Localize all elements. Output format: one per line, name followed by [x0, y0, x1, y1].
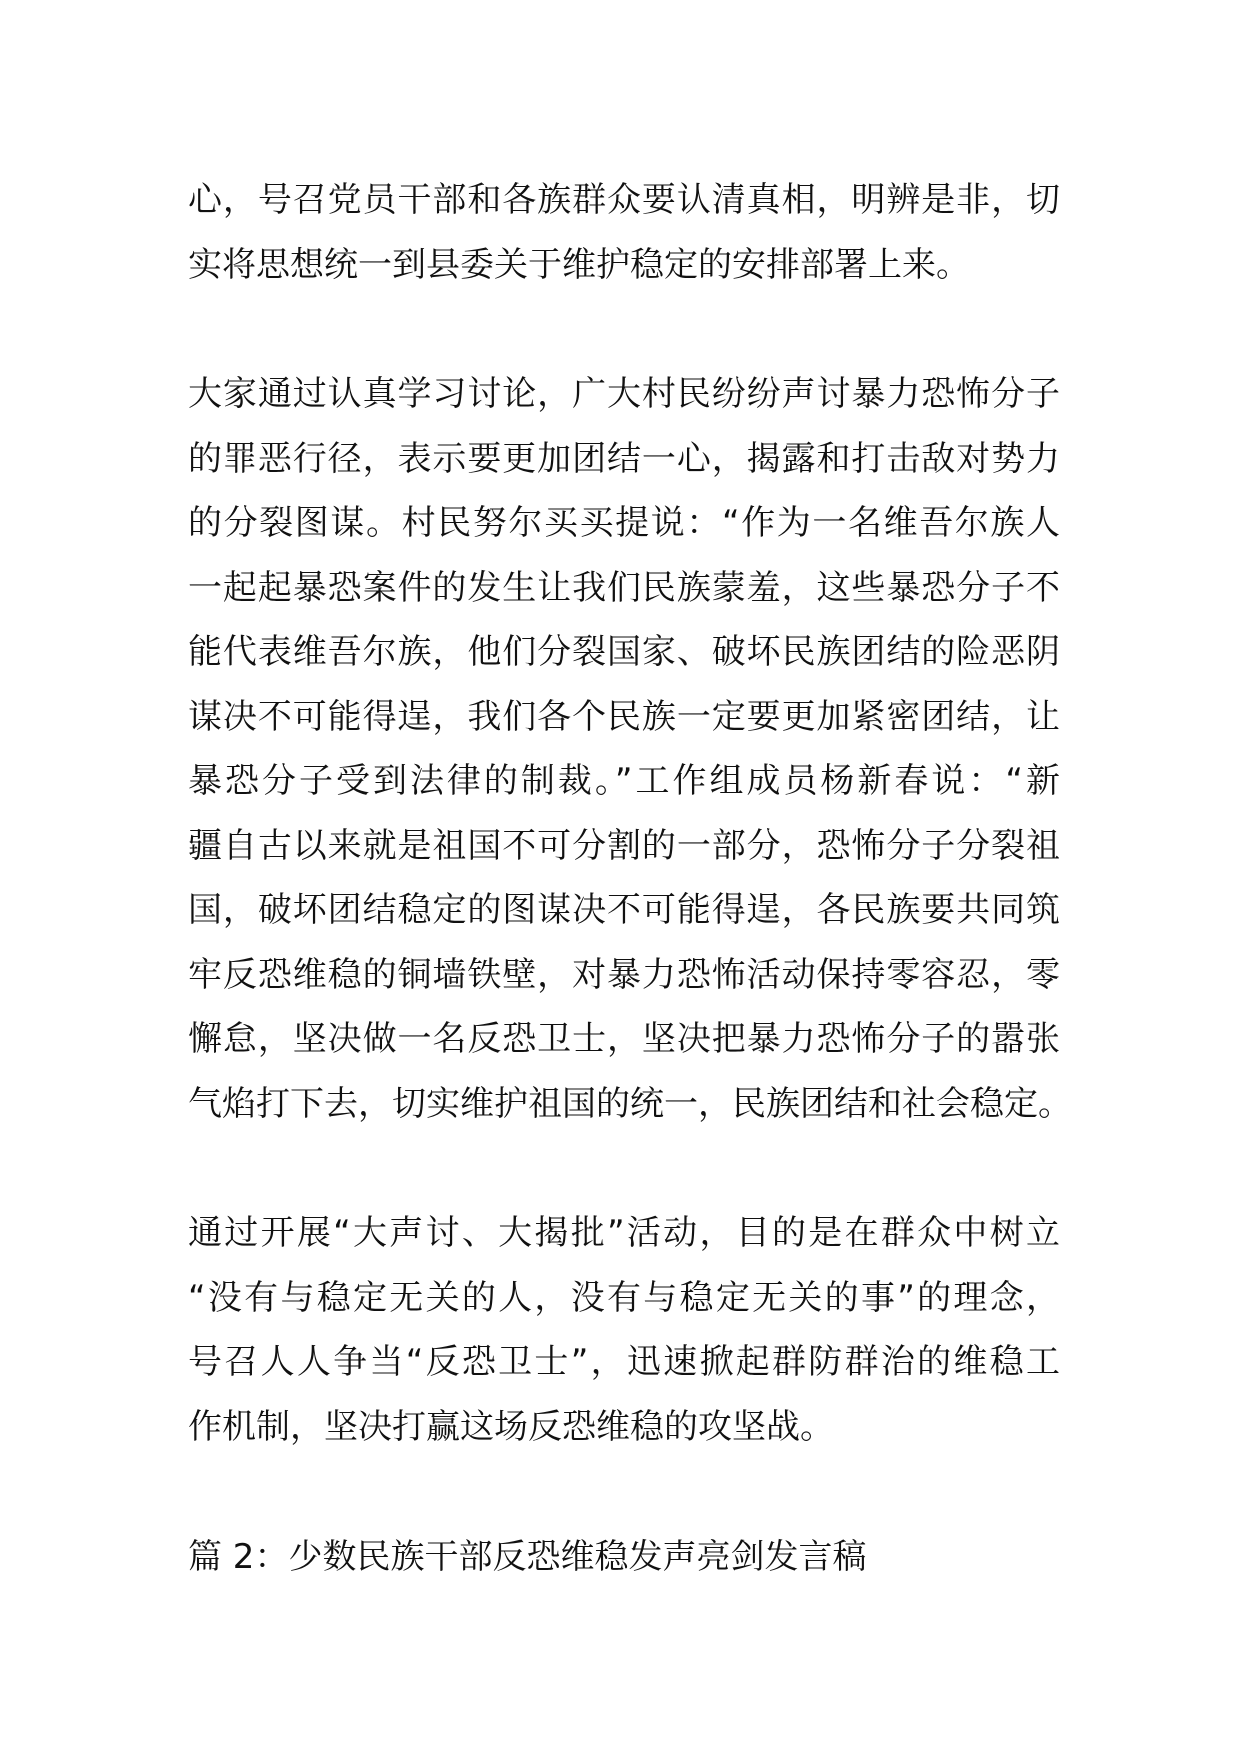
paragraph-spacer [188, 1136, 1060, 1201]
text-line: 谋决不可能得逞，我们各个民族一定要更加紧密团结，让 [188, 696, 1060, 737]
text-line: 作机制，坚决打赢这场反恐维稳的攻坚战。 [188, 1406, 834, 1447]
text-line: 实将思想统一到县委关于维护稳定的安排部署上来。 [188, 244, 970, 285]
text-line: 能代表维吾尔族，他们分裂国家、破坏民族团结的险恶阴 [188, 632, 1060, 672]
text-line: 心，号召党员干部和各族群众要认清真相，明辨是非，切 [188, 180, 1060, 220]
text-line: 气焰打下去，切实维护祖国的统一，民族团结和社会稳定。 [188, 1083, 1072, 1124]
section-heading-text: 篇 2：少数民族干部反恐维稳发声亮剑发言稿 [188, 1537, 867, 1577]
section-heading [188, 1525, 1060, 1590]
text-line: 号召人人争当“反恐卫士”，迅速掀起群防群治的维稳工 [188, 1342, 1060, 1382]
paragraph-spacer [188, 297, 1060, 362]
text-line: 国，破坏团结稳定的图谋决不可能得逞，各民族要共同筑 [188, 890, 1060, 930]
text-line: 牢反恐维稳的铜墙铁壁，对暴力恐怖活动保持零容忍，零 [188, 954, 1060, 995]
text-line: 的分裂图谋。村民努尔买买提说：“作为一名维吾尔族人 [188, 503, 1060, 543]
paragraph-2 [188, 362, 1072, 1136]
text-line: 大家通过认真学习讨论，广大村民纷纷声讨暴力恐怖分子 [188, 374, 1060, 414]
text-line: 懈怠，坚决做一名反恐卫士，坚决把暴力恐怖分子的嚣张 [188, 1019, 1060, 1059]
text-line: 通过开展“大声讨、大揭批”活动，目的是在群众中树立 [188, 1213, 1060, 1253]
text-line: 一起起暴恐案件的发生让我们民族蒙羞，这些暴恐分子不 [188, 567, 1060, 608]
paragraph-3 [188, 1201, 1060, 1459]
paragraph-1 [188, 168, 1060, 297]
paragraph-spacer [188, 1459, 1060, 1525]
text-line: “没有与稳定无关的人，没有与稳定无关的事”的理念， [188, 1277, 1060, 1318]
text-line: 暴恐分子受到法律的制裁。”工作组成员杨新春说：“新 [188, 761, 1060, 801]
document-body [188, 168, 1072, 1590]
text-line: 的罪恶行径，表示要更加团结一心，揭露和打击敌对势力 [188, 438, 1060, 479]
text-line: 疆自古以来就是祖国不可分割的一部分，恐怖分子分裂祖 [188, 825, 1060, 866]
